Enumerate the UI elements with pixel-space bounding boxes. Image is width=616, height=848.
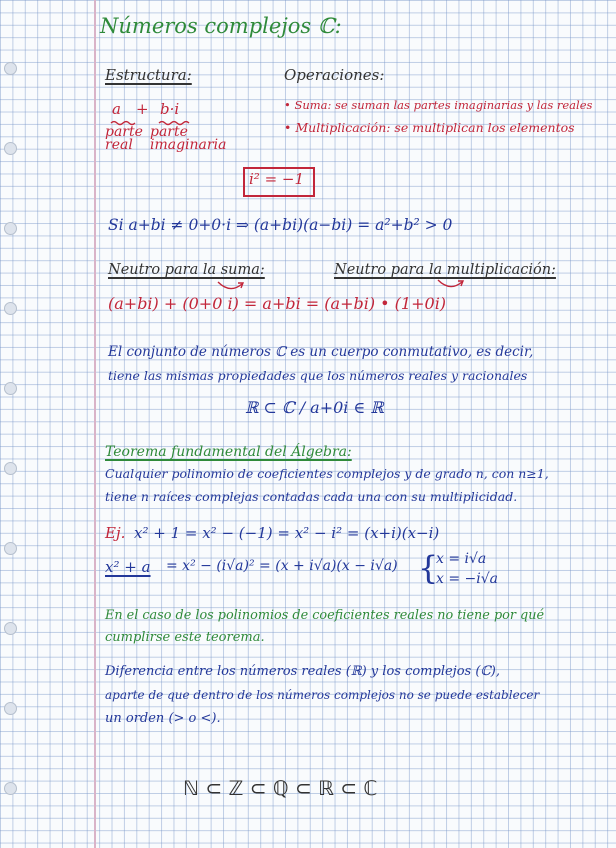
arrow-neutro-mult: [436, 278, 466, 292]
polinomios-reales-line2: cumplirse este teorema.: [105, 630, 265, 645]
diferencia-line1: Diferencia entre los números reales (ℝ) y los complejos (ℂ),: [105, 664, 500, 679]
operaciones-heading: Operaciones:: [284, 66, 385, 84]
ejemplo-eq1: x² + 1 = x² − (−1) = x² − i² = (x+i)(x−i): [134, 524, 440, 542]
estructura-heading: Estructura:: [105, 66, 192, 84]
expr-bi: b·i: [160, 100, 180, 118]
solution-brace: {: [418, 549, 439, 587]
expr-a: a: [112, 100, 121, 118]
conjunto-line1: El conjunto de números ℂ es un cuerpo conmutativo, es decir,: [108, 344, 534, 360]
punch-holes: [0, 0, 22, 848]
inclusion-chain: ℕ ⊂ ℤ ⊂ ℚ ⊂ ℝ ⊂ ℂ: [183, 776, 378, 800]
arrow-neutro-suma: [216, 280, 246, 294]
conjunto-line3: ℝ ⊂ ℂ / a+0i ∈ ℝ: [245, 398, 384, 417]
punch-hole: [4, 382, 17, 395]
conjunto-line2: tiene las mismas propiedades que los números reales y racionales: [108, 368, 528, 383]
operaciones-suma: • Suma: se suman las partes imaginarias y las reales: [284, 98, 593, 112]
punch-hole: [4, 302, 17, 315]
i-squared-text: i² = −1: [249, 170, 305, 188]
diferencia-line2: aparte de que dentro de los números complejos no se puede establecer: [105, 688, 540, 702]
punch-hole: [4, 142, 17, 155]
neutro-suma-heading: Neutro para la suma:: [108, 262, 265, 278]
expr-plus: +: [136, 100, 149, 118]
punch-hole: [4, 622, 17, 635]
ejemplo-eq2-rhs: = x² − (i√a)² = (x + i√a)(x − i√a): [166, 558, 398, 574]
operaciones-multiplicacion: • Multiplicación: se multiplican los elementos: [284, 120, 575, 135]
margin-line: [94, 0, 96, 848]
punch-hole: [4, 782, 17, 795]
teorema-line2: tiene n raíces complejas contadas cada una con su multiplicidad.: [105, 489, 518, 504]
teorema-line1: Cualquier polinomio de coeficientes complejos y de grado n, con n≥1,: [105, 466, 549, 481]
punch-hole: [4, 462, 17, 475]
teorema-heading: Teorema fundamental del Álgebra:: [105, 444, 352, 460]
ejemplo-sol1: x = i√a: [436, 551, 487, 567]
ejemplo-sol2: x = −i√a: [436, 571, 499, 587]
punch-hole: [4, 542, 17, 555]
punch-hole: [4, 222, 17, 235]
punch-hole: [4, 702, 17, 715]
parte-real-label: parte real: [105, 124, 143, 153]
neutro-mult-heading: Neutro para la multiplicación:: [334, 262, 556, 278]
diferencia-line3: un orden (> o <).: [105, 711, 221, 726]
page-title: Números complejos ℂ:: [100, 14, 342, 38]
polinomios-reales-line1: En el caso de los polinomios de coeficientes reales no tiene por qué: [105, 608, 545, 623]
punch-hole: [4, 62, 17, 75]
ejemplo-eq2-lhs: x² + a: [105, 558, 151, 576]
ejemplo-label: Ej.: [105, 524, 126, 542]
si-line: Si a+bi ≠ 0+0·i ⇒ (a+bi)(a−bi) = a²+b² > 0: [108, 216, 453, 234]
neutro-equation: (a+bi) + (0+0 i) = a+bi = (a+bi) • (1+0i): [108, 294, 447, 313]
parte-imaginaria-label: parte imaginaria: [150, 124, 227, 153]
